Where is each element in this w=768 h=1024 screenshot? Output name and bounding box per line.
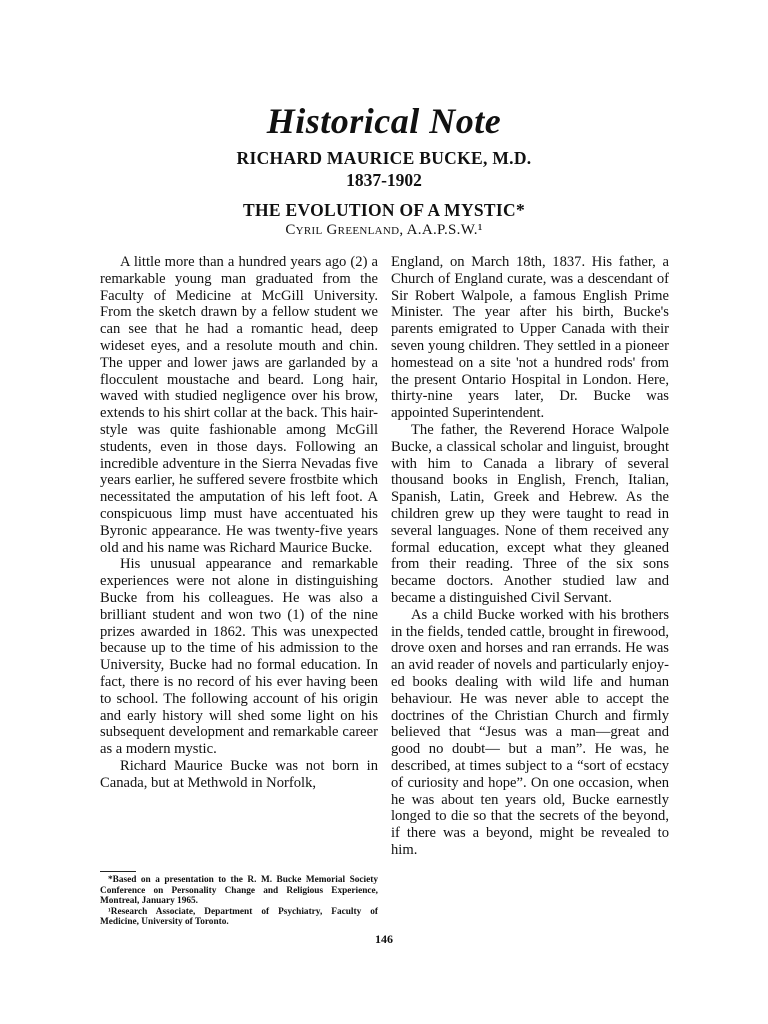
- paragraph: England, on March 18th, 1837. His father, a Church of England curate, was a descendant of Sir Robert Walpole, a famous English Prime Minister. The year after his birth, Bucke's parents emigrated to Upper Canada with their seven young children. They settled in a pioneer homestead on a site 'not a hundred rods' from the present Ontario Hospital in London. Here, thirty-nine years later, Dr. Bucke was appointed Superintendent.: [391, 254, 669, 422]
- footnote: ¹Research Associate, Department of Psychiatry, Faculty of Medicine, University of Toronto.: [100, 906, 378, 927]
- paragraph: Richard Maurice Bucke was not born in Canada, but at Methwold in Norfolk,: [100, 757, 378, 791]
- author-line: [0, 222, 768, 239]
- paragraph: His unusual appearance and remarkable experiences were not alone in distinguishing Bucke from his colleagues. He was also a brilliant student and won two (1) of the nine prizes awarded in 1862. This was unexpected because up to the time of his admission to the University, Bucke had no formal education. In fact, there is no record of his ever having been to school. The following account of his origin and early history will shed some light on his subsequent development and remarkable career as a modern mystic.: [100, 556, 378, 758]
- footnotes: [100, 875, 378, 928]
- page-number: 146: [375, 932, 393, 946]
- section-title: Historical Note: [266, 101, 502, 141]
- paragraph: As a child Bucke worked with his brothers in the fields, tended cattle, brought in firewood, drove oxen and horses and ran errands. He was an avid reader of novels and particularly enjoyed books dealing with wild life and human behaviour. He was never able to accept the doctrines of the Christian Church and firmly believed that “Jesus was a man—great and good no doubt— but a man”. He was, he described, at times subject to a “sort of ecstacy of curiosity and hope”. On one occasion, when he was about ten years old, Bucke earnestly longed to die so that the secrets of the beyond, if there was a beyond, might be revealed to him.: [391, 606, 670, 858]
- right-column: [391, 254, 669, 859]
- subject-name: RICHARD MAURICE BUCKE, M.D.: [236, 148, 532, 168]
- footnote: *Based on a presentation to the R. M. Bucke Memorial Society Conference on Personality Change and Religious Experience, Montreal, January 1965.: [100, 875, 378, 906]
- paragraph: The father, the Reverend Horace Walpole Bucke, a classical scholar and linguist, brought with him to Canada a library of several thousand books in English, French, Italian, Spanish, Latin, Greek and Hebrew. As the children grew up they were taught to read in several languages. None of them received any formal education, except what they gleaned from their reading. Three of the six sons became doctors. Another studied law and became a distinguished Civil Servant.: [391, 421, 669, 606]
- article-title: THE EVOLUTION OF A MYSTIC*: [243, 200, 525, 220]
- author-credentials: , A.A.P.S.W.¹: [399, 222, 483, 238]
- paragraph: A little more than a hundred years ago (2) a remarkable young man graduated from the Faculty of Medicine at McGill University. From the sketch drawn by a fellow student we can see that he had a romantic head, deep wideset eyes, and a resolute mouth and chin. The upper and lower jaws are garlanded by a flocculent moustache and beard. Long hair, waved with studied negligence over his brow, extends to his shirt collar at the back. This hair-style was quite fashionable among McGill students, even in those days. Following an incredible adventure in the Sierra Nevadas five years earlier, he suffered severe frostbite which necessitated the amputation of his left foot. A conspicuous limp must have accentuated his Byronic appearance. He was twenty-five years old and his name was Richard Maurice Bucke.: [100, 254, 378, 556]
- author-name: Cyril Greenland: [285, 222, 400, 238]
- left-column: [100, 254, 378, 792]
- subject-years: 1837-1902: [346, 170, 422, 190]
- footnote-rule: [100, 871, 136, 872]
